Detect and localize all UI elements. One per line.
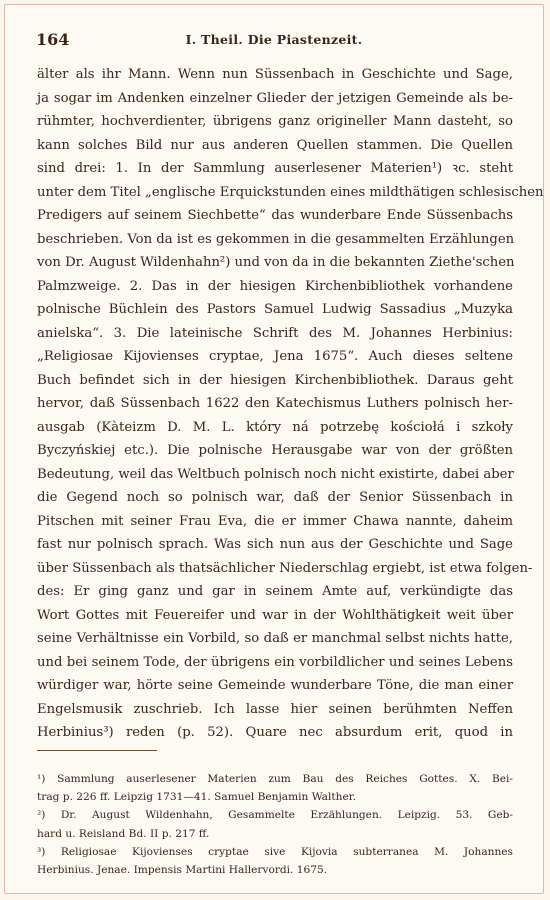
- text-line: „Religiosae Kijovienses cryptae, Jena 1675“. Auch dieses seltene: [37, 349, 513, 364]
- text-line: polnische Büchlein des Pastors Samuel Ludwig Sassadius „Muzyka: [37, 302, 513, 317]
- text-line: unter dem Titel „englische Erquickstunden eines mildthätigen schlesischen: [37, 184, 544, 200]
- text-line: anielska“. 3. Die lateinische Schrift des M. Johannes Herbinius:: [37, 325, 513, 341]
- footnote-line: ¹) Sammlung auserlesener Materien zum Bau des Reiches Gottes. X. Bei-: [37, 773, 513, 785]
- footnote-line: hard u. Reisland Bd. II p. 217 ff.: [37, 827, 210, 840]
- text-line: ja sogar im Andenken einzelner Glieder der jetzigen Gemeinde als be-: [37, 90, 513, 106]
- running-title: I. Theil. Die Piastenzeit.: [185, 32, 363, 47]
- text-line: würdiger war, hörte seine Gemeinde wunderbare Töne, die man einer: [37, 678, 513, 693]
- text-line: Palmzweige. 2. Das in der hiesigen Kirchenbibliothek vorhandene: [37, 278, 513, 294]
- text-line: Pitschen mit seiner Frau Eva, die er immer Chawa nannte, daheim: [37, 513, 513, 529]
- footnote-line: ²) Dr. August Wildenhahn, Gesammelte Erzählungen. Leipzig. 53. Geb-: [37, 809, 513, 822]
- text-line: fast nur polnisch sprach. Was sich nun aus der Geschichte und Sage: [37, 537, 513, 552]
- text-line: älter als ihr Mann. Wenn nun Süssenbach in Geschichte und Sage,: [37, 67, 513, 82]
- text-line: des: Er ging ganz und gar in seinem Amte auf, verkündigte das: [37, 584, 513, 599]
- text-line: Predigers auf seinem Siechbette“ das wunderbare Ende Süssenbachs: [37, 208, 513, 223]
- footnote-line: ³) Religiosae Kijovienses cryptae sive Kijovia subterranea M. Johannes: [37, 845, 513, 858]
- text-line: Engelsmusik zuschrieb. Ich lasse hier seinen berühmten Neffen: [37, 701, 513, 717]
- text-line: die Gegend noch so polnisch war, daß der Senior Süssenbach in: [37, 490, 513, 505]
- main-text: [37, 63, 544, 745]
- text-line: von Dr. August Wildenhahn²) und von da in die bekannten Ziethe'schen: [37, 255, 515, 270]
- text-line: sind drei: 1. In der Sammlung auserlesener Materien¹) ꝛc. steht: [37, 161, 513, 176]
- page-header: [36, 30, 512, 50]
- footnote-line: trag p. 226 ff. Leipzig 1731—41. Samuel Benjamin Walther.: [37, 791, 356, 804]
- text-line: beschrieben. Von da ist es gekommen in die gesammelten Erzählungen: [37, 231, 515, 247]
- text-line: hervor, daß Süssenbach 1622 den Katechismus Luthers polnisch her-: [37, 396, 513, 411]
- footnote-rule: [37, 750, 157, 751]
- text-line: rühmter, hochverdienter, übrigens ganz origineller Mann dasteht, so: [37, 114, 513, 129]
- text-line: Byczyńskiej etc.). Die polnische Herausgabe war von der größten: [37, 443, 513, 458]
- text-line: und bei seinem Tode, der übrigens ein vorbildlicher und seines Lebens: [37, 654, 513, 670]
- text-line: ausgab (Kàteizm D. M. L. który ná potrzebę kościołá i szkoły: [37, 419, 513, 435]
- footnotes: [37, 770, 513, 879]
- text-line: über Süssenbach als thatsächlicher Niederschlag ergiebt, ist etwa folgen-: [37, 560, 533, 576]
- text-line: Wort Gottes mit Feuereifer und war in der Wohlthätigkeit weit über: [37, 607, 513, 623]
- text-line: Bedeutung, weil das Weltbuch polnisch noch nicht existirte, dabei aber: [37, 466, 514, 482]
- footnote-line: Herbinius. Jenae. Impensis Martini Hallervordi. 1675.: [37, 863, 328, 876]
- text-line: seine Verhältnisse ein Vorbild, so daß er manchmal selbst nichts hatte,: [37, 631, 513, 646]
- text-line: Buch befindet sich in der hiesigen Kirchenbibliothek. Daraus geht: [37, 372, 513, 388]
- text-line: Herbinius³) reden (p. 52). Quare nec absurdum erit, quod in: [37, 725, 513, 740]
- text-line: kann solches Bild nur aus anderen Quellen stammen. Die Quellen: [37, 137, 513, 153]
- page-number: 164: [36, 30, 70, 49]
